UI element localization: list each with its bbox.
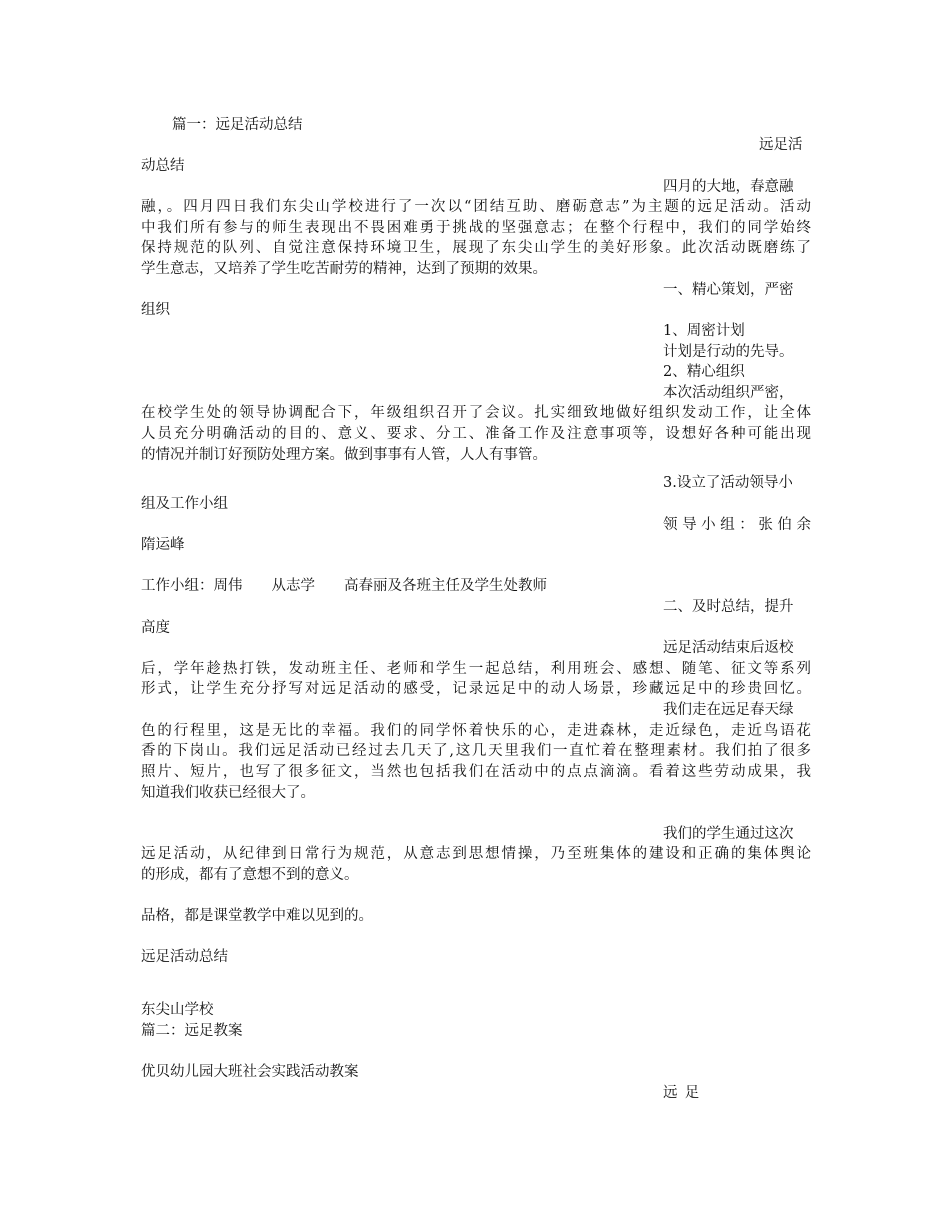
paragraph-line: 中我们所有参与的师生表现出不畏困难勇于挑战的坚强意志；在整个行程中，我们的同学始终 (141, 220, 811, 236)
paragraph-line: 的情况并制订好预防处理方案。做到事事有人管，人人有事管。 (141, 447, 547, 463)
paragraph-line: 香的下岗山。我们远足活动已经过去几天了,这几天里我们一直忙着在整理素材。我们拍了很多 (141, 743, 811, 759)
section-title-2: 篇二：远足教案 (141, 1023, 243, 1039)
subheading: 3.设立了活动领导小 (663, 475, 793, 491)
paragraph-line: 照片、短片，也写了很多征文，当然也包括我们在活动中的点点滴滴。看着这些劳动成果，我 (141, 764, 811, 780)
paragraph-lead: 我们的学生通过这次 (663, 826, 794, 842)
title-line: 远足活 (759, 137, 803, 153)
paragraph-lead: 远足活动结束后返校 (663, 640, 794, 656)
paragraph-line: 远足活动，从纪律到日常行为规范，从意志到思想情操，乃至班集体的建设和正确的集体舆论 (141, 846, 811, 862)
paragraph-line: 计划是行动的先导。 (663, 344, 794, 360)
paragraph-line: 人员充分明确活动的目的、意义、要求、分工、准备工作及注意事项等，设想好各种可能出现 (141, 426, 811, 442)
paragraph-lead: 本次活动组织严密， (663, 385, 794, 401)
title-line: 动总结 (141, 158, 185, 174)
leader-group-line: 领导小组：张伯余 (663, 517, 811, 533)
heading-line: 组织 (141, 302, 170, 318)
work-group-line: 工作小组：周伟 从志学 高春丽及各班主任及学生处教师 (141, 578, 547, 594)
paragraph-lead: 四月的大地，春意融 (663, 179, 794, 195)
paragraph-line: 形式，让学生充分抒写对远足活动的感受，记录远足中的动人场景，珍藏远足中的珍贵回忆。 (141, 681, 811, 697)
paragraph-line: 的形成，都有了意想不到的意义。 (141, 867, 359, 883)
subheading: 2、精心组织 (663, 364, 745, 380)
paragraph-line: 融，。四月四日我们东尖山学校进行了一次以“团结互助、磨砺意志”为主题的远足活动。活动 (141, 199, 811, 215)
subheading: 组及工作小组 (141, 496, 228, 512)
paragraph-line: 色的行程里，这是无比的幸福。我们的同学怀着快乐的心，走进森林，走近绿色，走近鸟语花 (141, 723, 811, 739)
lesson-plan-title: 优贝幼儿园大班社会实践活动教案 (141, 1064, 359, 1080)
leader-group-line: 隋运峰 (141, 537, 185, 553)
heading-line: 一、精心策划，严密 (663, 282, 794, 298)
section-title-1: 篇一：远足活动总结 (172, 117, 303, 133)
paragraph-line: 学生意志，又培养了学生吃苦耐劳的精神，达到了预期的效果。 (141, 261, 547, 277)
paragraph-line: 知道我们收获已经很大了。 (141, 785, 315, 801)
paragraph-line: 后，学年趁热打铁，发动班主任、老师和学生一起总结，利用班会、感想、随笔、征文等系列 (141, 661, 811, 677)
paragraph-line: 在校学生处的领导协调配合下，年级组织召开了会议。扎实细致地做好组织发动工作，让全体 (141, 405, 811, 421)
signature-school: 东尖山学校 (141, 1002, 214, 1018)
lesson-plan-subtitle: 远足 (663, 1085, 707, 1101)
paragraph-line: 保持规范的队列、自觉注意保持环境卫生，展现了东尖山学生的美好形象。此次活动既磨练了 (141, 240, 811, 256)
heading-line: 二、及时总结，提升 (663, 599, 794, 615)
signature-title: 远足活动总结 (141, 949, 228, 965)
paragraph-lead: 我们走在远足春天绿 (663, 702, 794, 718)
paragraph-line: 品格，都是课堂教学中难以见到的。 (141, 908, 373, 924)
heading-line: 高度 (141, 620, 170, 636)
subheading: 1、周密计划 (663, 323, 745, 339)
